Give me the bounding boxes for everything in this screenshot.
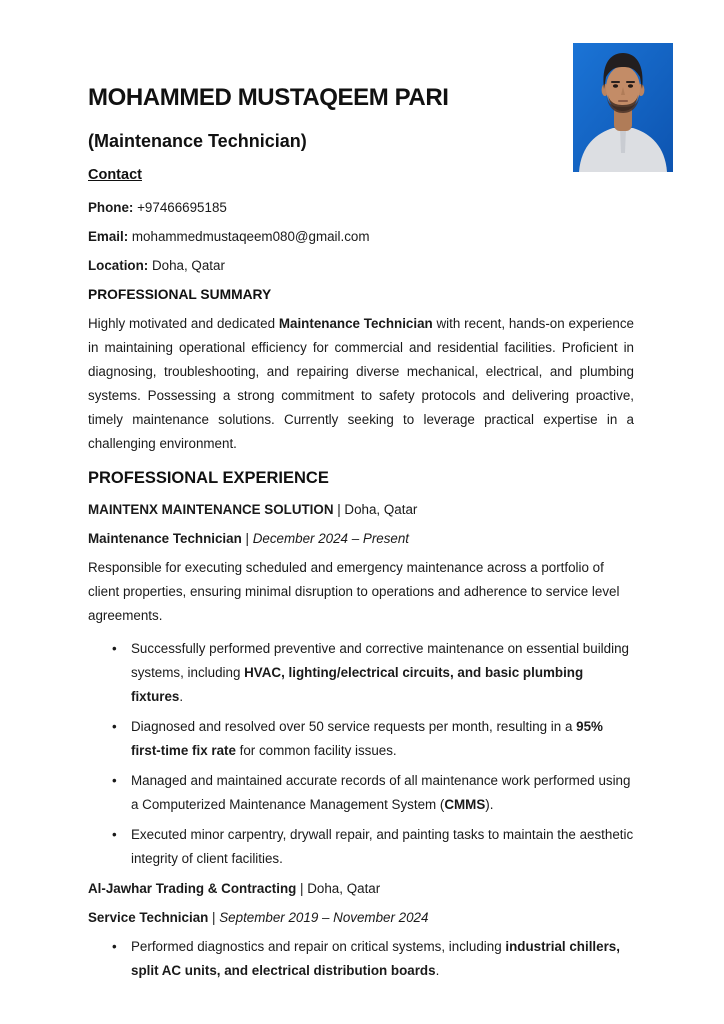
job-role-line: Maintenance Technician | December 2024 – Present xyxy=(88,531,410,546)
job-bullet xyxy=(112,715,634,763)
contact-heading: Contact xyxy=(88,167,142,183)
contact-email: Email: mohammedmustaqeem080@gmail.com xyxy=(88,229,370,244)
bullet-text: Executed minor carpentry, drywall repair, and painting tasks to maintain the aesthetic integrity of client facilities. xyxy=(131,827,634,866)
job-company-line: Al-Jawhar Trading & Contracting | Doha, Qatar xyxy=(88,881,381,896)
job-company-line: MAINTENX MAINTENANCE SOLUTION | Doha, Qatar xyxy=(88,502,418,517)
person-role: (Maintenance Technician) xyxy=(88,131,307,151)
experience-heading: PROFESSIONAL EXPERIENCE xyxy=(88,469,329,487)
bullet-dot-icon: • xyxy=(112,719,117,734)
job-bullet-list xyxy=(88,637,634,871)
job-bullet-list xyxy=(88,935,634,983)
bullet-dot-icon: • xyxy=(112,773,117,788)
job-bullet xyxy=(112,935,634,983)
job-role-line: Service Technician | September 2019 – November 2024 xyxy=(88,910,429,925)
bullet-text: Diagnosed and resolved over 50 service requests per month, resulting in a 95% first-time fix rate for common facility issues. xyxy=(131,719,603,758)
bullet-dot-icon: • xyxy=(112,641,117,656)
bullet-text: Managed and maintained accurate records of all maintenance work performed using a Computerized Maintenance Management System (CMMS). xyxy=(131,773,631,812)
job-bullet xyxy=(112,769,634,817)
summary-heading: PROFESSIONAL SUMMARY xyxy=(88,287,272,302)
summary-paragraph: Highly motivated and dedicated Maintenance Technician with recent, hands-on experience in maintaining operational efficiency for commercial and residential facilities. Proficient in diagnosing, troubleshooting, and repairing diverse mechanical, electrical, and plumbing systems. Possessing a strong commitment to safety protocols and delivering proactive, timely maintenance solutions. Currently seeking to leverage practical expertise in a challenging environment. xyxy=(88,316,634,451)
bullet-text: Successfully performed preventive and corrective maintenance on essential building systems, including HVAC, lighting/electrical circuits, and basic plumbing fixtures. xyxy=(131,641,629,704)
bullet-dot-icon: • xyxy=(112,939,117,954)
contact-phone: Phone: +97466695185 xyxy=(88,200,227,215)
job-intro: Responsible for executing scheduled and emergency maintenance across a portfolio of client properties, ensuring minimal disruption to operations and adherence to service level agreements. xyxy=(88,560,620,623)
bullet-text: Performed diagnostics and repair on critical systems, including industrial chillers, split AC units, and electrical distribution boards. xyxy=(131,939,620,978)
bullet-dot-icon: • xyxy=(112,827,117,842)
resume-content xyxy=(88,84,634,989)
job-bullet xyxy=(112,637,634,709)
person-name: MOHAMMED MUSTAQEEM PARI xyxy=(88,84,449,111)
job-bullet xyxy=(112,823,634,871)
contact-location: Location: Doha, Qatar xyxy=(88,258,225,273)
